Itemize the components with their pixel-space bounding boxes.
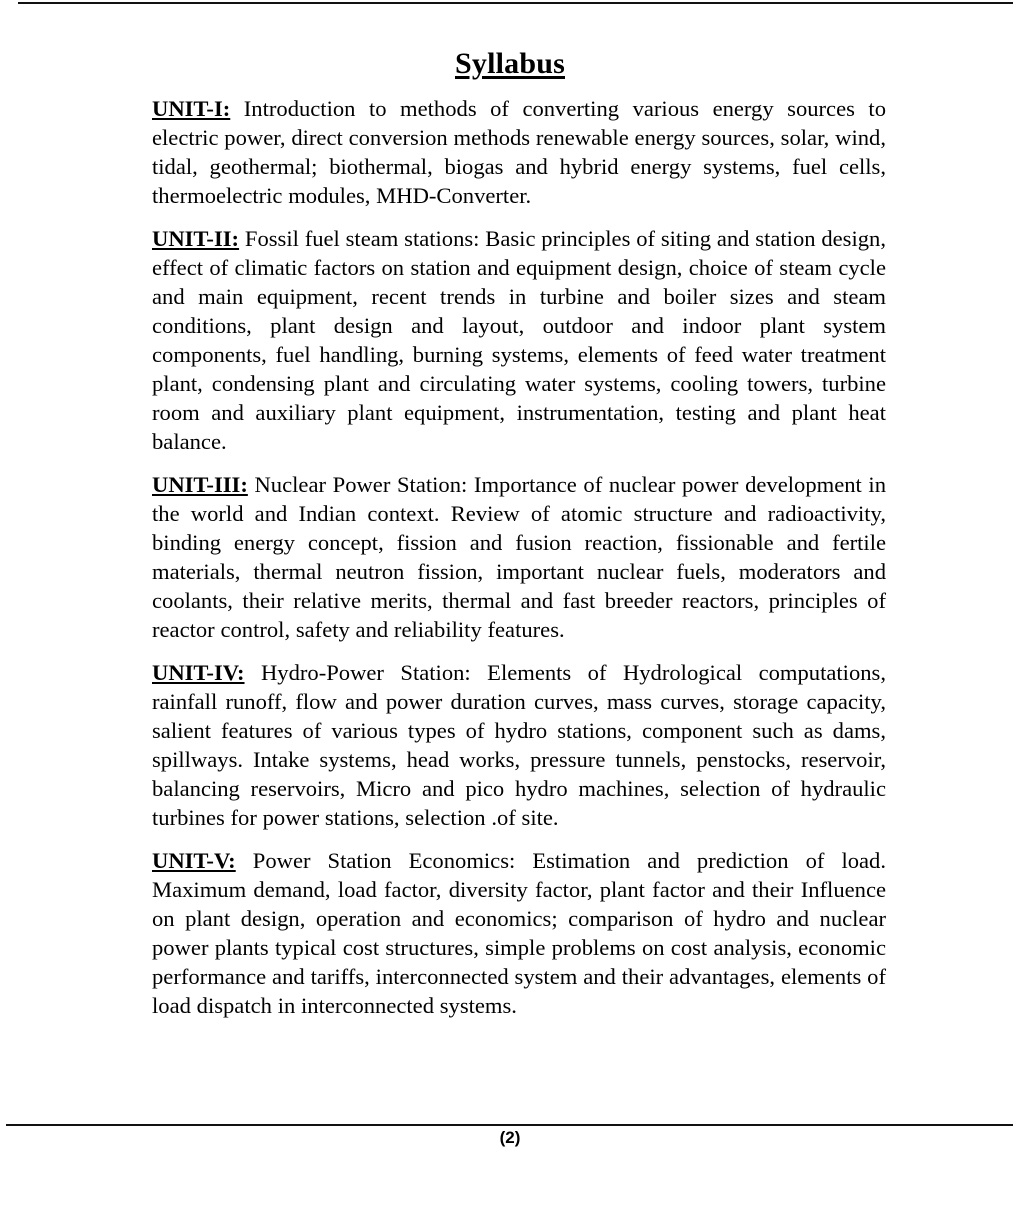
unit-label-2: UNIT-II:: [152, 226, 240, 251]
syllabus-body: [152, 94, 886, 1020]
unit-paragraph-3: [152, 470, 886, 644]
unit-text-2: Fossil fuel steam stations: Basic principles of siting and station design, effect of climatic factors on station and equipment design, choice of steam cycle and main equipment, recent trends in turbine and boiler sizes and steam conditions, plant design and layout, outdoor and indoor plant system components, fuel handling, burning systems, elements of feed water treatment plant, condensing plant and circulating water systems, cooling towers, turbine room and auxiliary plant equipment, instrumentation, testing and plant heat balance.: [152, 226, 886, 454]
unit-paragraph-1: [152, 94, 886, 210]
unit-text-3: Nuclear Power Station: Importance of nuclear power development in the world and Indian context. Review of atomic structure and radioactivity, binding energy concept, fission and fusion reaction, fissionable and fertile materials, thermal neutron fission, important nuclear fuels, moderators and coolants, their relative merits, thermal and fast breeder reactors, principles of reactor control, safety and reliability features.: [152, 472, 886, 642]
page-number: (2): [499, 1128, 521, 1147]
unit-paragraph-2: [152, 224, 886, 456]
unit-paragraph-4: [152, 658, 886, 832]
unit-label-1: UNIT-I:: [152, 96, 231, 121]
unit-label-3: UNIT-III:: [152, 472, 248, 497]
unit-label-4: UNIT-IV:: [152, 660, 245, 685]
page-title: [0, 47, 1020, 81]
header-rule: [18, 2, 1013, 4]
footer-rule: [6, 1124, 1013, 1126]
unit-text-1: Introduction to methods of converting various energy sources to electric power, direct conversion methods renewable energy sources, solar, wind, tidal, geothermal; biothermal, biogas and hybrid energy systems, fuel cells, thermoelectric modules, MHD-Converter.: [152, 96, 886, 208]
unit-text-4: Hydro-Power Station: Elements of Hydrological computations, rainfall runoff, flow and power duration curves, mass curves, storage capacity, salient features of various types of hydro stations, component such as dams, spillways. Intake systems, head works, pressure tunnels, penstocks, reservoir, balancing reservoirs, Micro and pico hydro machines, selection of hydraulic turbines for power stations, selection .of site.: [152, 660, 886, 830]
unit-label-5: UNIT-V:: [152, 848, 236, 873]
unit-paragraph-5: [152, 846, 886, 1020]
unit-text-5: Power Station Economics: Estimation and prediction of load. Maximum demand, load factor, diversity factor, plant factor and their Influence on plant design, operation and economics; comparison of hydro and nuclear power plants typical cost structures, simple problems on cost analysis, economic performance and tariffs, interconnected system and their advantages, elements of load dispatch in interconnected systems.: [152, 848, 886, 1018]
page-title-text: Syllabus: [455, 47, 565, 81]
